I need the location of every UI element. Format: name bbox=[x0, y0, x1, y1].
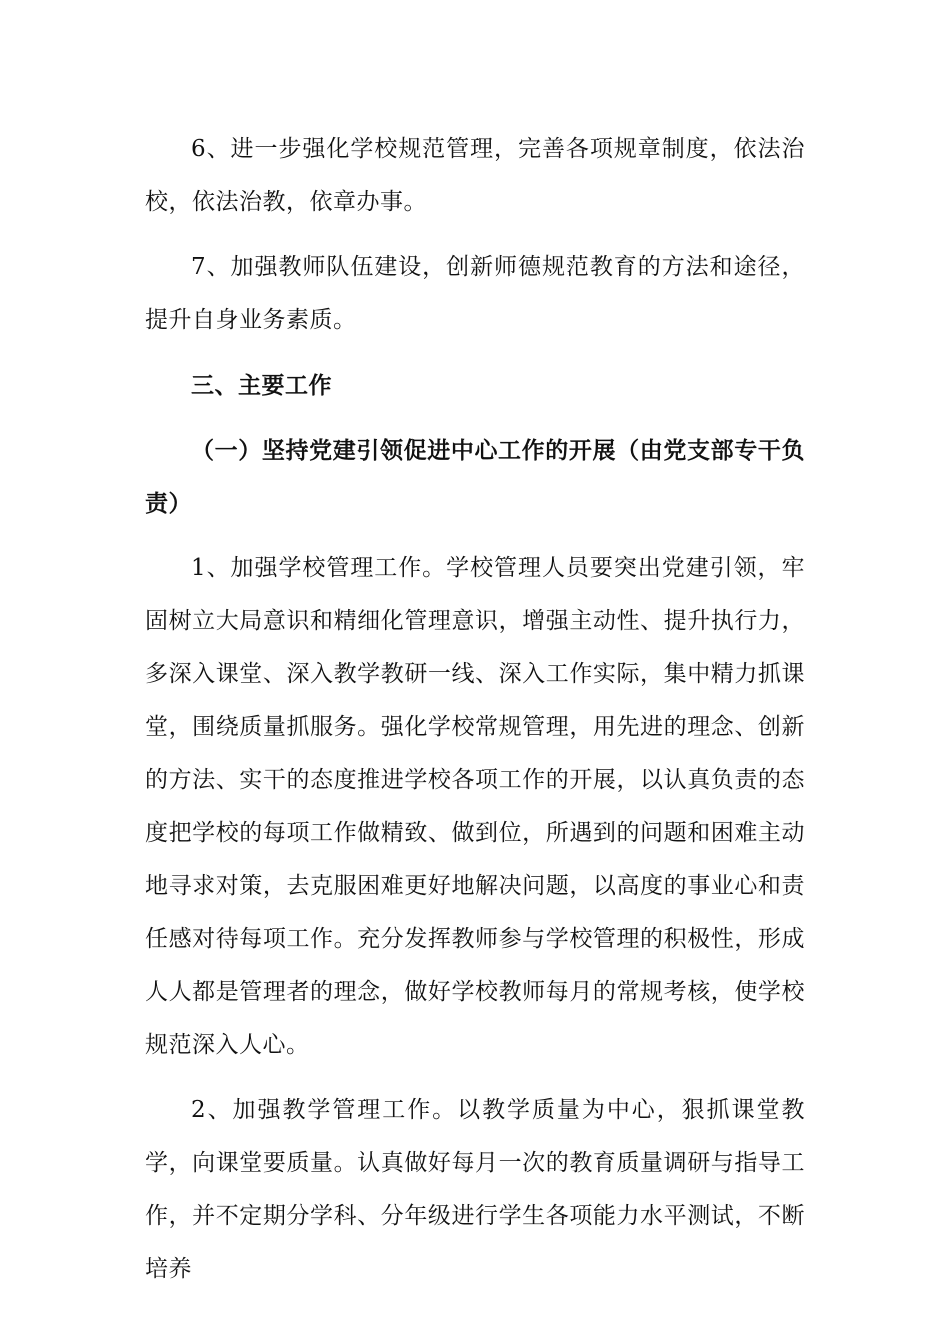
section-heading-main-work: 三、主要工作 bbox=[191, 372, 332, 399]
paragraph-teaching-management: 2、加强教学管理工作。以教学质量为中心，狠抓课堂教学，向课堂要质量。认真做好每月一次的教育质量调研与指导工作，并不定期分学科、分年级进行学生各项能力水平测试，不断培养 bbox=[145, 1097, 805, 1282]
subsection-heading-party-building: （一）坚持党建引领促进中心工作的开展（由党支部专干负责） bbox=[145, 437, 805, 517]
paragraph-item-6: 6、进一步强化学校规范管理，完善各项规章制度，依法治校，依法治教，依章办事。 bbox=[145, 136, 805, 215]
paragraph-item-7: 7、加强教师队伍建设，创新师德规范教育的方法和途径，提升自身业务素质。 bbox=[145, 254, 805, 333]
document-body bbox=[145, 123, 805, 1308]
paragraph-school-management: 1、加强学校管理工作。学校管理人员要突出党建引领，牢固树立大局意识和精细化管理意识，增强主动性、提升执行力，多深入课堂、深入教学教研一线、深入工作实际，集中精力抓课堂，围绕质量抓服务。强化学校常规管理，用先进的理念、创新的方法、实干的态度推进学校各项工作的开展，以认真负责的态度把学校的每项工作做精致、做到位，所遇到的问题和困难主动地寻求对策，去克服困难更好地解决问题，以高度的事业心和责任感对待每项工作。充分发挥教师参与学校管理的积极性，形成人人都是管理者的理念，做好学校教师每月的常规考核，使学校规范深入人心。 bbox=[145, 555, 805, 1058]
